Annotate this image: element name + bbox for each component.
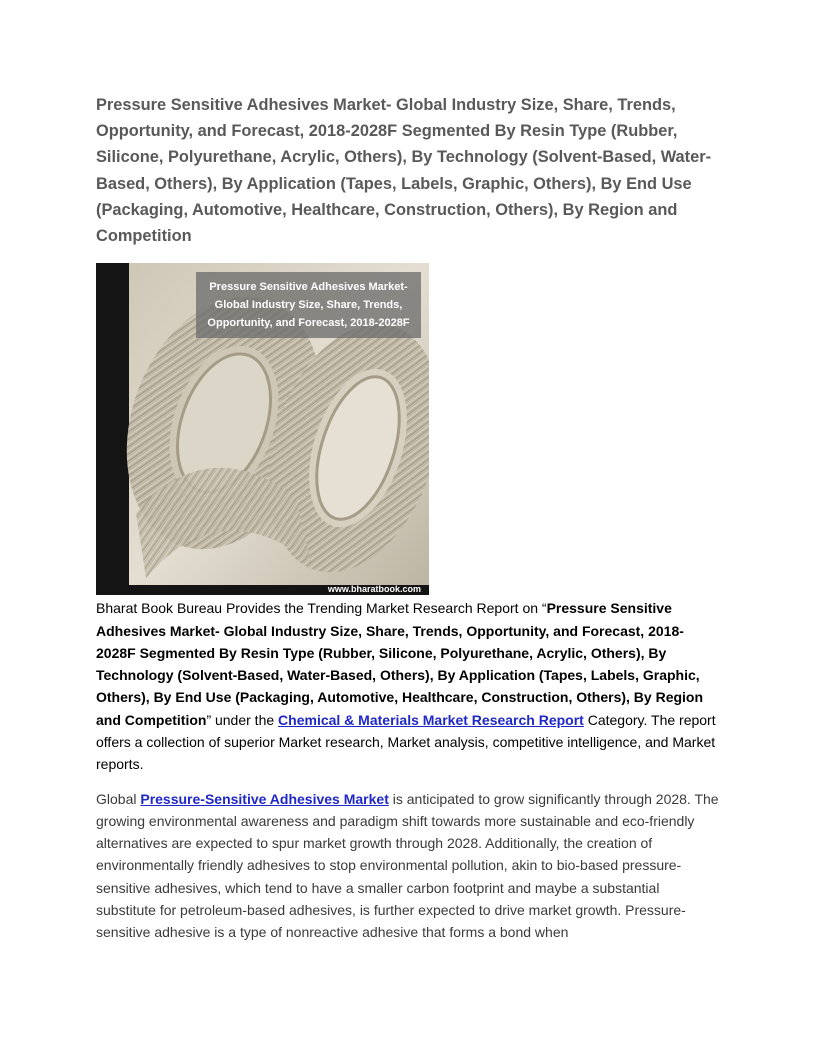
intro-paragraph <box>96 597 720 775</box>
market-paragraph <box>96 788 720 944</box>
cover-overlay-title <box>196 272 421 338</box>
overlay-line-3: Opportunity, and Forecast, 2018-2028F <box>207 317 410 330</box>
market-body-text: is anticipated to grow significantly through 2028. The growing environmental awareness and paradigm shift towards more sustainable and eco-friendly alternatives are expected to spur market growth through 2028. Additionally, the creation of environmentally friendly adhesives to stop environmental pollution, akin to bio-based pressure-sensitive adhesives, which tend to have a smaller carbon footprint and maybe a substantial substitute for petroleum-based adhesives, is further expected to drive market growth. Pressure-sensitive adhesive is a type of nonreactive adhesive that forms a bond when <box>96 790 719 941</box>
website-watermark: www.bharatbook.com <box>327 584 421 595</box>
category-link[interactable]: Chemical & Materials Market Research Report <box>278 711 584 728</box>
closing-text: Category. The report offers a collection of superior Market research, Market analysis, competitive intelligence, and Market reports. <box>96 711 716 773</box>
document-title: Pressure Sensitive Adhesives Market- Global Industry Size, Share, Trends, Opportunity, and Forecast, 2018-2028F Segmented By Resin Type (Rubber, Silicone, Polyurethane, Acrylic, Others), By Technology (Solvent-Based, Water-Based, Others), By Application (Tapes, Labels, Graphic, Others), By End Use (Packaging, Automotive, Healthcare, Construction, Others), By Region and Competition <box>96 96 712 246</box>
report-title-bold: Pressure Sensitive Adhesives Market- Global Industry Size, Share, Trends, Opportunity, and Forecast, 2018-2028F Segmented By Resin Type (Rubber, Silicone, Polyurethane, Acrylic, Others), By Technology (Solvent-Based, Water-Based, Others), By Application (Tapes, Labels, Graphic, Others), By End Use (Packaging, Automotive, Healthcare, Construction, Others), By Region and Competition <box>96 600 704 728</box>
after-title-text: ” under the <box>206 711 279 728</box>
overlay-line-1: Pressure Sensitive Adhesives Market- <box>209 281 408 294</box>
overlay-line-2: Global Industry Size, Share, Trends, <box>214 299 403 312</box>
market-link[interactable]: Pressure-Sensitive Adhesives Market <box>140 790 389 807</box>
intro-text: Bharat Book Bureau Provides the Trending Market Research Report on “ <box>96 600 547 617</box>
report-cover-image <box>96 263 429 595</box>
market-lead-text: Global <box>96 790 141 807</box>
document-page <box>96 92 720 944</box>
